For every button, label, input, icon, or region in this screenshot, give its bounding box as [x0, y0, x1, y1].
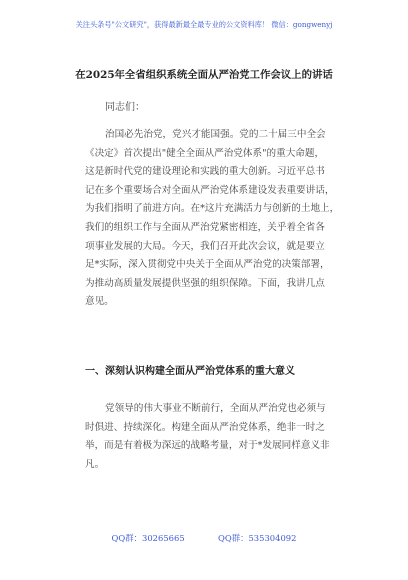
paragraph-line: 记在多个重要场合对全面从严治党体系建设发表重要讲话， [85, 184, 335, 196]
paragraph-line: 凡。 [85, 458, 105, 470]
paragraph-intro [85, 126, 340, 312]
document-title: 在2025年全省组织系统全面从严治党工作会议上的讲话 [75, 69, 333, 81]
footer-qq-group-2[interactable]: QQ群：535304092 [218, 533, 297, 543]
greeting: 同志们： [105, 102, 145, 113]
paragraph-line: 足*实际，深入贯彻党中央关于全面从严治党的决策部署， [85, 259, 330, 271]
paragraph-line: 举，而是有着极为深远的战略考量，对于*发展同样意义非 [85, 440, 330, 452]
paragraph-section1 [85, 400, 330, 474]
paragraph-line: 治国必先治党，党兴才能国强。党的二十届三中全会 [105, 129, 326, 140]
paragraph-line: 党领导的伟大事业不断前行，全面从严治党也必须与 [105, 403, 326, 414]
paragraph-line: 时俱进、持续深化。构建全面从严治党体系，绝非一时之 [85, 421, 325, 433]
section-heading: 一、深刻认识构建全面从严治党体系的重大意义 [85, 366, 295, 377]
paragraph-line: 为推动高质量发展提供坚强的组织保障。下面，我讲几点 [85, 277, 325, 289]
paragraph-line: 意见。 [85, 296, 114, 308]
paragraph-line: 我们的组织工作与全面从严治党紧密相连，关乎着全省各 [85, 221, 325, 233]
paragraph-line: 这是新时代党的建设理论和实践的重大创新。习近平总书 [85, 166, 325, 178]
paragraph-line: 《决定》首次提出"健全全面从严治党体系"的重大命题， [85, 147, 325, 159]
footer [0, 532, 408, 544]
paragraph-line: 项事业发展的大局。今天，我们召开此次会议，就是要立 [85, 240, 325, 252]
paragraph-line: 为我们指明了前进方向。在*这片充满活力与创新的土地上， [85, 203, 340, 215]
footer-qq-group-1[interactable]: QQ群：30265665 [111, 533, 185, 543]
header-banner[interactable]: 关注头条号"公文研究"，获得最新最全最专业的公文资料库！ 微信：gongwenyj [75, 20, 333, 29]
